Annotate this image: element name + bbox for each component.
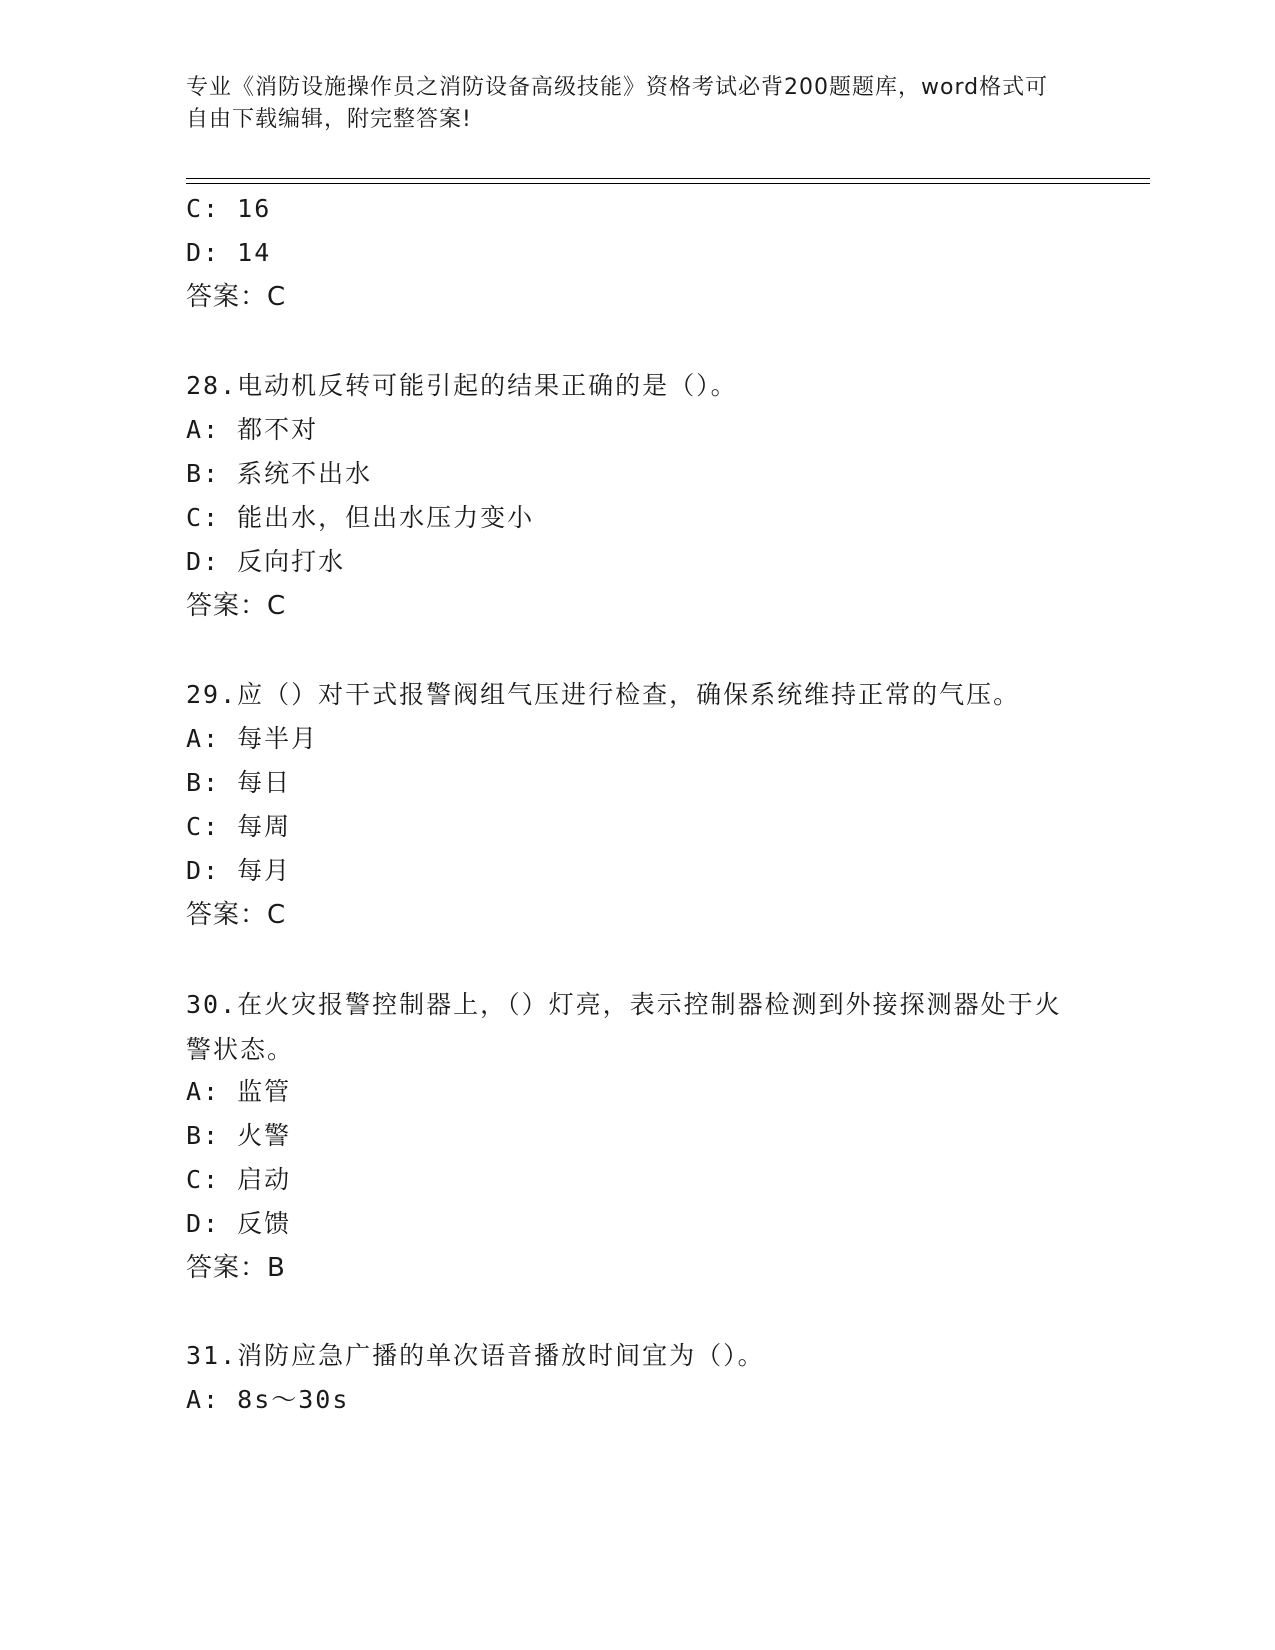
question-stem: 31.消防应急广播的单次语音播放时间宜为（）。: [186, 1341, 765, 1370]
answer-line: 答案：C: [186, 591, 287, 621]
answer-line: 答案：B: [186, 1253, 286, 1283]
option-c: C: 启动: [186, 1165, 292, 1194]
question-stem: 30.在火灾报警控制器上，（）灯亮，表示控制器检测到外接探测器处于火警状态。: [186, 990, 1062, 1064]
option-c: C: 每周: [186, 812, 292, 841]
header-divider-top: [186, 178, 1150, 179]
option-c: C: 16: [186, 194, 272, 223]
option-b: B: 系统不出水: [186, 459, 373, 488]
option-a: A: 8s～30s: [186, 1385, 350, 1414]
question-stem: 28.电动机反转可能引起的结果正确的是（）。: [186, 371, 738, 400]
header-divider-bottom: [186, 183, 1150, 184]
answer-line: 答案：C: [186, 282, 287, 312]
question-stem: 29.应（）对干式报警阀组气压进行检查，确保系统维持正常的气压。: [186, 680, 1021, 709]
answer-line: 答案：C: [186, 900, 287, 930]
document-header: 专业《消防设施操作员之消防设备高级技能》资格考试必背200题题库，word格式可自由下载编辑，附完整答案!: [186, 75, 1049, 132]
option-b: B: 火警: [186, 1121, 292, 1150]
option-d: D: 反向打水: [186, 547, 346, 576]
option-a: A: 监管: [186, 1077, 292, 1106]
option-a: A: 每半月: [186, 724, 319, 753]
option-d: D: 14: [186, 238, 272, 267]
option-d: D: 反馈: [186, 1209, 292, 1238]
option-d: D: 每月: [186, 856, 292, 885]
option-a: A: 都不对: [186, 415, 319, 444]
option-b: B: 每日: [186, 768, 292, 797]
option-c: C: 能出水，但出水压力变小: [186, 503, 535, 532]
